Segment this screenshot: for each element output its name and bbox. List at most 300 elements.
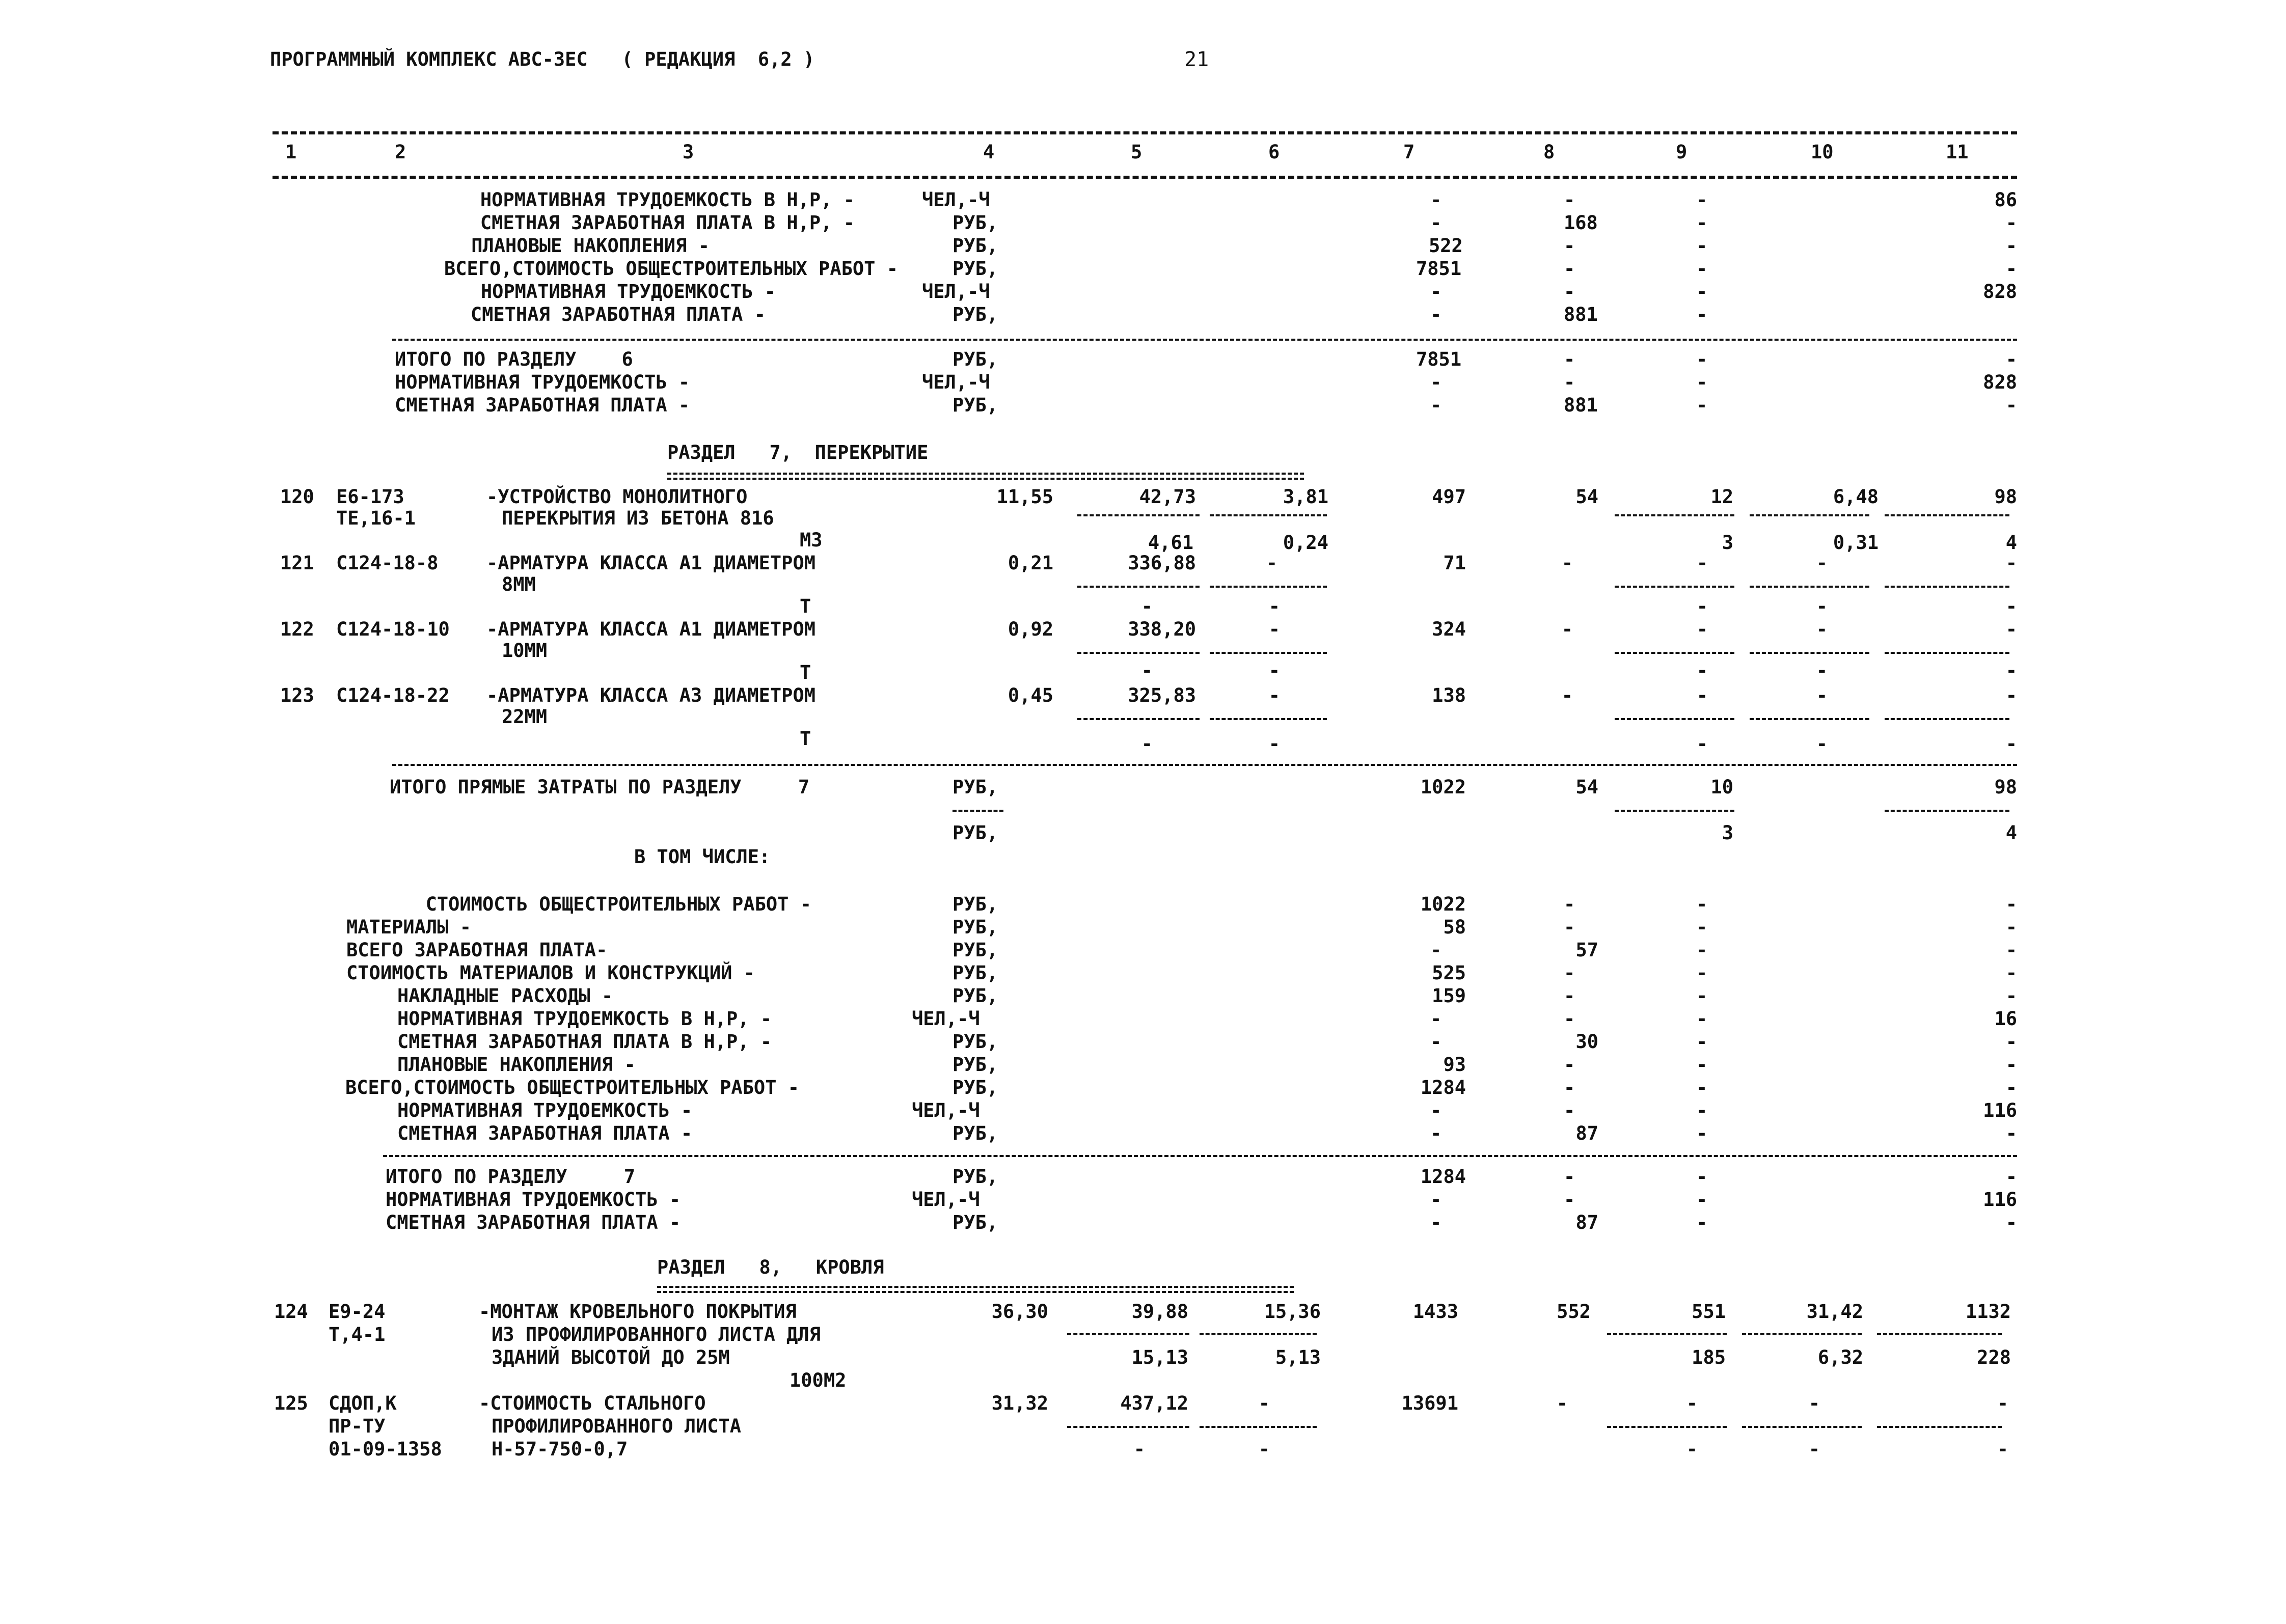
breakdown-c7: - bbox=[1430, 1099, 1442, 1121]
total-label: НОРМАТИВНАЯ ТРУДОЕМКОСТЬ - bbox=[395, 371, 690, 393]
summary-unit: ЧЕЛ,-Ч bbox=[922, 189, 990, 211]
total-c9: - bbox=[1696, 1166, 1708, 1188]
section-underline bbox=[667, 473, 1304, 480]
item-description: 8ММ bbox=[502, 573, 536, 595]
item-number: 120 bbox=[280, 486, 314, 508]
item-c9: 12 bbox=[1710, 486, 1733, 508]
breakdown-c8: - bbox=[1564, 893, 1575, 915]
item-number: 122 bbox=[280, 618, 314, 640]
breakdown-c9: - bbox=[1696, 1031, 1708, 1053]
sub-rule bbox=[1750, 514, 1869, 516]
breakdown-c7: 93 bbox=[1443, 1054, 1466, 1076]
item-c4: 31,32 bbox=[991, 1392, 1048, 1414]
item-c5-sub: - bbox=[1133, 1438, 1145, 1460]
item-description: -АРМАТУРА КЛАССА А1 ДИАМЕТРОМ bbox=[486, 552, 816, 574]
item-c5: 338,20 bbox=[1128, 618, 1196, 640]
summary-c11: 828 bbox=[1983, 281, 2017, 302]
item-c9-sub: 3 bbox=[1722, 532, 1733, 554]
item-c6-sub: - bbox=[1268, 659, 1280, 681]
sub-rule bbox=[1210, 586, 1327, 588]
item-c11: 98 bbox=[1994, 486, 2017, 508]
item-c4: 36,30 bbox=[991, 1301, 1048, 1323]
item-c4: 11,55 bbox=[996, 486, 1053, 508]
breakdown-unit: РУБ, bbox=[953, 1077, 998, 1098]
item-code: Е9-24 bbox=[329, 1301, 386, 1323]
item-description: -УСТРОЙСТВО МОНОЛИТНОГО bbox=[486, 486, 748, 508]
breakdown-c11: - bbox=[2005, 1077, 2017, 1098]
summary-c8: - bbox=[1564, 258, 1575, 280]
item-c9: 551 bbox=[1692, 1301, 1726, 1323]
item-c11-sub: - bbox=[1997, 1438, 2008, 1460]
item-c11-sub: - bbox=[2005, 595, 2017, 617]
summary-c7: 522 bbox=[1429, 235, 1463, 257]
total-unit: РУБ, bbox=[953, 1212, 998, 1233]
summary-c9: - bbox=[1696, 235, 1708, 257]
item-c5: 39,88 bbox=[1131, 1301, 1188, 1323]
col-header: 10 bbox=[1811, 141, 1834, 163]
breakdown-c8: - bbox=[1564, 1077, 1575, 1098]
item-c8: - bbox=[1561, 552, 1573, 574]
item-c6: - bbox=[1268, 684, 1280, 706]
breakdown-label: СМЕТНАЯ ЗАРАБОТНАЯ ПЛАТА - bbox=[397, 1122, 693, 1144]
breakdown-c9: - bbox=[1696, 1008, 1708, 1030]
direct-c7: 1022 bbox=[1420, 776, 1466, 798]
section-underline bbox=[657, 1286, 1294, 1293]
item-code: ТЕ,16-1 bbox=[336, 507, 416, 529]
breakdown-c9: - bbox=[1696, 939, 1708, 961]
summary-unit: РУБ, bbox=[953, 235, 998, 257]
section-title: РАЗДЕЛ 8, КРОВЛЯ bbox=[657, 1256, 884, 1278]
item-c6-sub: - bbox=[1258, 1438, 1270, 1460]
item-c11: - bbox=[2005, 618, 2017, 640]
total-unit: РУБ, bbox=[953, 348, 998, 370]
total-c8: - bbox=[1564, 348, 1575, 370]
breakdown-unit: РУБ, bbox=[953, 1054, 998, 1076]
summary-c9: - bbox=[1696, 258, 1708, 280]
item-c5-sub: - bbox=[1141, 595, 1153, 617]
sub-rule bbox=[1210, 718, 1327, 720]
breakdown-c7: 1284 bbox=[1420, 1077, 1466, 1098]
breakdown-unit: РУБ, bbox=[953, 1122, 998, 1144]
sub-rule bbox=[1877, 1426, 2002, 1428]
col-header: 3 bbox=[683, 141, 694, 163]
item-number: 124 bbox=[274, 1301, 308, 1323]
sub-rule bbox=[1615, 652, 1734, 654]
sub-rule bbox=[1615, 514, 1734, 516]
sub-rule bbox=[1877, 1333, 2002, 1335]
sub-rule bbox=[1607, 1426, 1727, 1428]
item-c9-sub: - bbox=[1696, 659, 1708, 681]
item-c8: - bbox=[1561, 684, 1573, 706]
item-c8: - bbox=[1556, 1392, 1568, 1414]
item-c6: - bbox=[1268, 618, 1280, 640]
total-c9: - bbox=[1696, 348, 1708, 370]
item-c10-sub: - bbox=[1816, 733, 1828, 755]
summary-c7: 7851 bbox=[1416, 258, 1462, 280]
breakdown-label: НАКЛАДНЫЕ РАСХОДЫ - bbox=[397, 985, 613, 1007]
breakdown-c9: - bbox=[1696, 893, 1708, 915]
breakdown-c8: - bbox=[1564, 962, 1575, 984]
rule bbox=[392, 764, 2017, 766]
direct-c8: 54 bbox=[1575, 776, 1598, 798]
breakdown-c11: 16 bbox=[1994, 1008, 2017, 1030]
total-c11: - bbox=[2005, 1166, 2017, 1188]
item-c8: 552 bbox=[1557, 1301, 1591, 1323]
summary-label: ПЛАНОВЫЕ НАКОПЛЕНИЯ - bbox=[471, 235, 710, 257]
total-unit: РУБ, bbox=[953, 1166, 998, 1188]
direct-c9: 10 bbox=[1710, 776, 1733, 798]
total-label: ИТОГО ПО РАЗДЕЛУ 6 bbox=[395, 348, 633, 370]
breakdown-c11: 116 bbox=[1983, 1099, 2017, 1121]
breakdown-c11: - bbox=[2005, 893, 2017, 915]
col-header: 8 bbox=[1543, 141, 1555, 163]
breakdown-c9: - bbox=[1696, 1099, 1708, 1121]
item-c4: 0,92 bbox=[1008, 618, 1053, 640]
sub-rule bbox=[1885, 586, 2009, 588]
total-c11: 116 bbox=[1983, 1189, 2017, 1210]
item-c6: 15,36 bbox=[1264, 1301, 1321, 1323]
breakdown-c11: - bbox=[2005, 939, 2017, 961]
item-c4: 0,45 bbox=[1008, 684, 1053, 706]
item-c7: 13691 bbox=[1401, 1392, 1458, 1414]
item-c10-sub: - bbox=[1816, 595, 1828, 617]
breakdown-c11: - bbox=[2005, 985, 2017, 1007]
summary-c8: - bbox=[1564, 235, 1575, 257]
summary-c11: - bbox=[2005, 235, 2017, 257]
item-code: 01-09-1358 bbox=[329, 1438, 442, 1460]
item-c7: 324 bbox=[1432, 618, 1466, 640]
item-unit: Т bbox=[800, 662, 811, 683]
total-c7: 7851 bbox=[1416, 348, 1462, 370]
summary-c7: - bbox=[1430, 212, 1442, 234]
breakdown-label: СТОИМОСТЬ МАТЕРИАЛОВ И КОНСТРУКЦИЙ - bbox=[346, 962, 755, 984]
item-c5: 336,88 bbox=[1128, 552, 1196, 574]
item-c7: 138 bbox=[1432, 684, 1466, 706]
breakdown-c7: 159 bbox=[1432, 985, 1466, 1007]
breakdown-c11: - bbox=[2005, 1122, 2017, 1144]
total-c7: 1284 bbox=[1420, 1166, 1466, 1188]
summary-c9: - bbox=[1696, 304, 1708, 325]
item-code: Т,4-1 bbox=[329, 1324, 386, 1345]
total-c7: - bbox=[1430, 1212, 1442, 1233]
col-header: 7 bbox=[1403, 141, 1415, 163]
item-c5: 325,83 bbox=[1128, 684, 1196, 706]
item-c6: - bbox=[1266, 552, 1277, 574]
breakdown-c7: 58 bbox=[1443, 916, 1466, 938]
col-header: 11 bbox=[1946, 141, 1969, 163]
summary-c11: 86 bbox=[1994, 189, 2017, 211]
sub-rule bbox=[1885, 514, 2009, 516]
item-c7: 1433 bbox=[1412, 1301, 1458, 1323]
sub-rule bbox=[1067, 1333, 1189, 1335]
sub-rule bbox=[1615, 718, 1734, 720]
item-c10: - bbox=[1816, 552, 1828, 574]
item-description: -МОНТАЖ КРОВЕЛЬНОГО ПОКРЫТИЯ bbox=[479, 1301, 797, 1323]
summary-unit: ЧЕЛ,-Ч bbox=[922, 281, 990, 302]
item-c5: 42,73 bbox=[1139, 486, 1196, 508]
total-label: СМЕТНАЯ ЗАРАБОТНАЯ ПЛАТА - bbox=[395, 394, 690, 416]
breakdown-c11: - bbox=[2005, 916, 2017, 938]
header-top-rule bbox=[273, 131, 2017, 134]
total-c9: - bbox=[1696, 1212, 1708, 1233]
item-unit: 100М2 bbox=[790, 1369, 847, 1391]
item-unit: М3 bbox=[800, 529, 823, 551]
total-c11: - bbox=[2005, 1212, 2017, 1233]
item-description: -АРМАТУРА КЛАССА А3 ДИАМЕТРОМ bbox=[486, 684, 816, 706]
direct-c9-sub: 3 bbox=[1722, 822, 1733, 844]
item-description: -АРМАТУРА КЛАССА А1 ДИАМЕТРОМ bbox=[486, 618, 816, 640]
breakdown-unit: РУБ, bbox=[953, 939, 998, 961]
breakdown-c8: - bbox=[1564, 1054, 1575, 1076]
col-header: 9 bbox=[1676, 141, 1688, 163]
breakdown-c7: - bbox=[1430, 1008, 1442, 1030]
summary-c11: - bbox=[2005, 212, 2017, 234]
breakdown-label: НОРМАТИВНАЯ ТРУДОЕМКОСТЬ - bbox=[397, 1099, 693, 1121]
item-c9: - bbox=[1696, 552, 1708, 574]
breakdown-c9: - bbox=[1696, 1122, 1708, 1144]
item-code: С124-18-8 bbox=[336, 552, 439, 574]
item-description: Н-57-750-0,7 bbox=[492, 1438, 628, 1460]
item-c11: 1132 bbox=[1965, 1301, 2011, 1323]
summary-c8: - bbox=[1564, 189, 1575, 211]
item-c5-sub: - bbox=[1141, 733, 1153, 755]
sub-rule bbox=[1607, 1333, 1727, 1335]
item-unit: Т bbox=[800, 595, 811, 617]
item-c9: - bbox=[1696, 684, 1708, 706]
item-description: ИЗ ПРОФИЛИРОВАННОГО ЛИСТА ДЛЯ bbox=[492, 1324, 821, 1345]
item-description: ПЕРЕКРЫТИЯ ИЗ БЕТОНА 816 bbox=[502, 507, 774, 529]
item-c5: 437,12 bbox=[1120, 1392, 1188, 1414]
item-c11: - bbox=[2005, 552, 2017, 574]
breakdown-c11: - bbox=[2005, 1031, 2017, 1053]
col-header: 6 bbox=[1268, 141, 1280, 163]
item-c10: - bbox=[1816, 618, 1828, 640]
breakdown-c7: - bbox=[1430, 1122, 1442, 1144]
breakdown-label: МАТЕРИАЛЫ - bbox=[346, 916, 472, 938]
summary-c9: - bbox=[1696, 189, 1708, 211]
sub-rule bbox=[953, 810, 1003, 812]
breakdown-c8: 87 bbox=[1575, 1122, 1598, 1144]
breakdown-c7: - bbox=[1430, 939, 1442, 961]
total-c7: - bbox=[1430, 371, 1442, 393]
item-number: 123 bbox=[280, 684, 314, 706]
item-description: 10ММ bbox=[502, 640, 548, 662]
item-code: СДОП,К bbox=[329, 1392, 397, 1414]
item-c8: 54 bbox=[1575, 486, 1598, 508]
item-unit: Т bbox=[800, 728, 811, 750]
item-c6: 3,81 bbox=[1283, 486, 1328, 508]
total-label: ИТОГО ПО РАЗДЕЛУ 7 bbox=[386, 1166, 636, 1188]
total-c8: - bbox=[1564, 1166, 1575, 1188]
breakdown-unit: РУБ, bbox=[953, 916, 998, 938]
item-c7: 71 bbox=[1443, 552, 1466, 574]
item-description: -СТОИМОСТЬ СТАЛЬНОГО bbox=[479, 1392, 706, 1414]
total-c11: - bbox=[2005, 348, 2017, 370]
sub-rule bbox=[1077, 652, 1200, 654]
sub-rule bbox=[1750, 652, 1869, 654]
total-c8: 87 bbox=[1575, 1212, 1598, 1233]
item-c11-sub: 4 bbox=[2005, 532, 2017, 554]
item-c6-sub: - bbox=[1268, 595, 1280, 617]
item-c8: - bbox=[1561, 618, 1573, 640]
rule bbox=[392, 339, 2017, 341]
summary-c9: - bbox=[1696, 212, 1708, 234]
summary-c8: - bbox=[1564, 281, 1575, 302]
direct-unit: РУБ, bbox=[953, 822, 998, 844]
item-c9-sub: - bbox=[1696, 595, 1708, 617]
sub-rule bbox=[1750, 718, 1869, 720]
breakdown-c8: 57 bbox=[1575, 939, 1598, 961]
item-code: С124-18-10 bbox=[336, 618, 450, 640]
page-number: 21 bbox=[1184, 48, 1209, 71]
item-c6-sub: 5,13 bbox=[1275, 1346, 1321, 1368]
sub-rule bbox=[1200, 1333, 1317, 1335]
summary-c8: 168 bbox=[1564, 212, 1598, 234]
total-unit: ЧЕЛ,-Ч bbox=[912, 1189, 980, 1210]
breakdown-c11: - bbox=[2005, 962, 2017, 984]
summary-unit: РУБ, bbox=[953, 258, 998, 280]
total-label: НОРМАТИВНАЯ ТРУДОЕМКОСТЬ - bbox=[386, 1189, 681, 1210]
item-code: ПР-ТУ bbox=[329, 1415, 386, 1437]
item-c5-sub: 15,13 bbox=[1131, 1346, 1188, 1368]
item-c10: - bbox=[1816, 684, 1828, 706]
item-c10-sub: - bbox=[1816, 659, 1828, 681]
item-c10: 6,48 bbox=[1833, 486, 1879, 508]
item-c10-sub: - bbox=[1808, 1438, 1820, 1460]
col-header: 4 bbox=[983, 141, 995, 163]
total-c9: - bbox=[1696, 394, 1708, 416]
direct-c11: 98 bbox=[1994, 776, 2017, 798]
sub-rule bbox=[1200, 1426, 1317, 1428]
total-label: СМЕТНАЯ ЗАРАБОТНАЯ ПЛАТА - bbox=[386, 1212, 681, 1233]
sub-rule bbox=[1885, 810, 2009, 812]
sub-rule bbox=[1750, 586, 1869, 588]
breakdown-c8: - bbox=[1564, 1008, 1575, 1030]
document-title: ПРОГРАММНЫЙ КОМПЛЕКС АВС-3ЕС ( РЕДАКЦИЯ 6,2 ) bbox=[270, 48, 815, 70]
breakdown-c11: - bbox=[2005, 1054, 2017, 1076]
summary-c7: - bbox=[1430, 189, 1442, 211]
direct-c11-sub: 4 bbox=[2005, 822, 2017, 844]
breakdown-label: ВСЕГО,СТОИМОСТЬ ОБЩЕСТРОИТЕЛЬНЫХ РАБОТ - bbox=[345, 1077, 800, 1098]
summary-c8: 881 bbox=[1564, 304, 1598, 325]
summary-unit: РУБ, bbox=[953, 304, 998, 325]
sub-rule bbox=[1077, 718, 1200, 720]
sub-rule bbox=[1077, 586, 1200, 588]
breakdown-unit: РУБ, bbox=[953, 985, 998, 1007]
summary-label: СМЕТНАЯ ЗАРАБОТНАЯ ПЛАТА В Н,Р, - bbox=[480, 212, 855, 234]
breakdown-unit: ЧЕЛ,-Ч bbox=[912, 1099, 980, 1121]
item-c5-sub: - bbox=[1141, 659, 1153, 681]
breakdown-unit: ЧЕЛ,-Ч bbox=[912, 1008, 980, 1030]
item-c11-sub: 228 bbox=[1977, 1346, 2011, 1368]
breakdown-label: СТОИМОСТЬ ОБЩЕСТРОИТЕЛЬНЫХ РАБОТ - bbox=[425, 893, 811, 915]
direct-unit: РУБ, bbox=[953, 776, 998, 798]
total-c8: - bbox=[1564, 371, 1575, 393]
item-c9-sub: - bbox=[1696, 733, 1708, 755]
item-c6: - bbox=[1258, 1392, 1270, 1414]
summary-label: СМЕТНАЯ ЗАРАБОТНАЯ ПЛАТА - bbox=[470, 304, 766, 325]
breakdown-c9: - bbox=[1696, 1077, 1708, 1098]
summary-unit: РУБ, bbox=[953, 212, 998, 234]
item-description: 22ММ bbox=[502, 706, 548, 728]
breakdown-c8: - bbox=[1564, 1099, 1575, 1121]
item-c11: - bbox=[2005, 684, 2017, 706]
breakdown-unit: РУБ, bbox=[953, 962, 998, 984]
item-c7: 497 bbox=[1432, 486, 1466, 508]
total-c9: - bbox=[1696, 371, 1708, 393]
item-c9-sub: 185 bbox=[1692, 1346, 1726, 1368]
item-c6-sub: 0,24 bbox=[1283, 532, 1328, 554]
item-c10-sub: 0,31 bbox=[1833, 532, 1879, 554]
item-c5-sub: 4,61 bbox=[1148, 532, 1193, 554]
item-c11: - bbox=[1997, 1392, 2008, 1414]
total-c9: - bbox=[1696, 1189, 1708, 1210]
rule bbox=[383, 1155, 2017, 1157]
breakdown-c7: - bbox=[1430, 1031, 1442, 1053]
item-number: 121 bbox=[280, 552, 314, 574]
breakdown-c8: 30 bbox=[1575, 1031, 1598, 1053]
total-c11: - bbox=[2005, 394, 2017, 416]
item-code: Е6-173 bbox=[336, 486, 404, 508]
breakdown-c9: - bbox=[1696, 962, 1708, 984]
summary-label: ВСЕГО,СТОИМОСТЬ ОБЩЕСТРОИТЕЛЬНЫХ РАБОТ - bbox=[444, 258, 898, 280]
breakdown-c9: - bbox=[1696, 985, 1708, 1007]
sub-rule bbox=[1885, 652, 2009, 654]
col-header: 5 bbox=[1131, 141, 1142, 163]
item-c4: 0,21 bbox=[1008, 552, 1053, 574]
breakdown-label: НОРМАТИВНАЯ ТРУДОЕМКОСТЬ В Н,Р, - bbox=[397, 1008, 772, 1030]
item-c6-sub: - bbox=[1268, 733, 1280, 755]
sub-rule bbox=[1885, 718, 2009, 720]
summary-c11: - bbox=[2005, 258, 2017, 280]
sub-rule bbox=[1615, 810, 1734, 812]
direct-label: ИТОГО ПРЯМЫЕ ЗАТРАТЫ ПО РАЗДЕЛУ 7 bbox=[390, 776, 810, 798]
summary-label: НОРМАТИВНАЯ ТРУДОЕМКОСТЬ - bbox=[480, 281, 776, 302]
summary-c7: - bbox=[1430, 304, 1442, 325]
breakdown-label: ПЛАНОВЫЕ НАКОПЛЕНИЯ - bbox=[397, 1054, 636, 1076]
item-description: ЗДАНИЙ ВЫСОТОЙ ДО 25М bbox=[492, 1346, 730, 1368]
item-c9: - bbox=[1686, 1392, 1698, 1414]
sub-rule bbox=[1210, 514, 1327, 516]
item-c10: - bbox=[1808, 1392, 1820, 1414]
breakdown-c9: - bbox=[1696, 1054, 1708, 1076]
col-header: 1 bbox=[285, 141, 297, 163]
item-c9: - bbox=[1696, 618, 1708, 640]
item-number: 125 bbox=[274, 1392, 308, 1414]
breakdown-unit: РУБ, bbox=[953, 893, 998, 915]
sub-rule bbox=[1210, 652, 1327, 654]
sub-rule bbox=[1742, 1333, 1862, 1335]
total-unit: ЧЕЛ,-Ч bbox=[922, 371, 990, 393]
sub-rule bbox=[1077, 514, 1200, 516]
summary-c9: - bbox=[1696, 281, 1708, 302]
breakdown-label: ВСЕГО ЗАРАБОТНАЯ ПЛАТА- bbox=[346, 939, 608, 961]
total-c7: - bbox=[1430, 1189, 1442, 1210]
col-header: 2 bbox=[395, 141, 406, 163]
sub-rule bbox=[1742, 1426, 1862, 1428]
breakdown-c8: - bbox=[1564, 985, 1575, 1007]
item-c9-sub: - bbox=[1686, 1438, 1698, 1460]
breakdown-c7: 525 bbox=[1432, 962, 1466, 984]
item-c10-sub: 6,32 bbox=[1817, 1346, 1863, 1368]
sub-rule bbox=[1615, 586, 1734, 588]
summary-label: НОРМАТИВНАЯ ТРУДОЕМКОСТЬ В Н,Р, - bbox=[480, 189, 855, 211]
breakdown-label: СМЕТНАЯ ЗАРАБОТНАЯ ПЛАТА В Н,Р, - bbox=[397, 1031, 772, 1053]
total-c7: - bbox=[1430, 394, 1442, 416]
total-c8: 881 bbox=[1564, 394, 1598, 416]
breakdown-c9: - bbox=[1696, 916, 1708, 938]
breakdown-c8: - bbox=[1564, 916, 1575, 938]
